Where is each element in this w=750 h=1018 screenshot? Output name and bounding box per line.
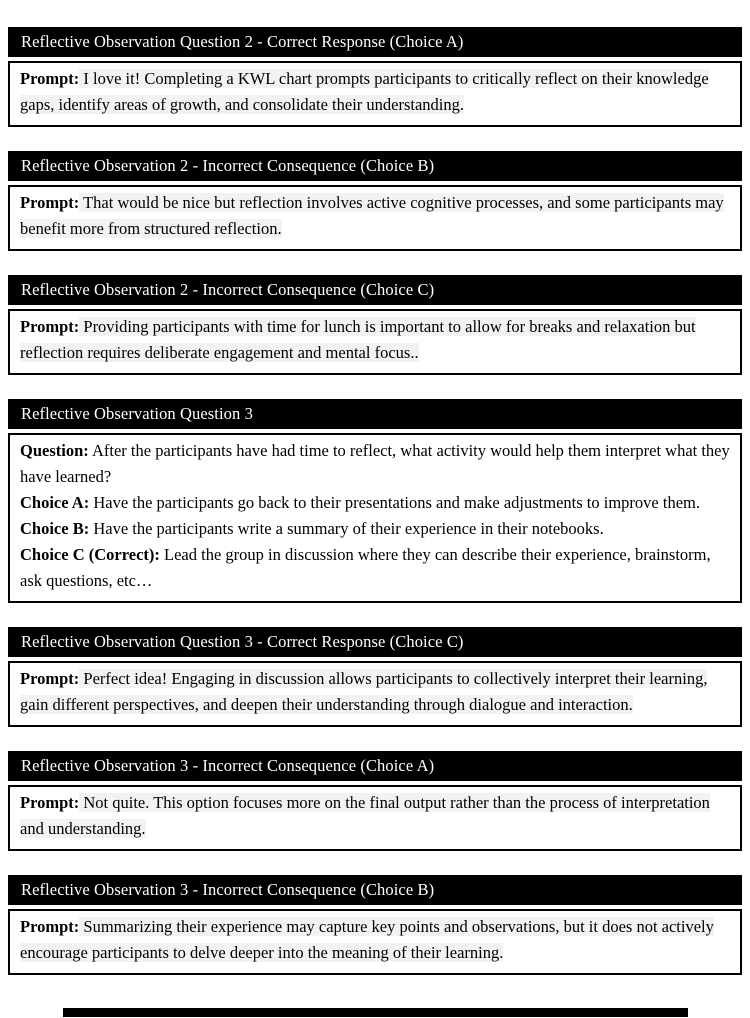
section-content-box — [8, 309, 742, 375]
section-header-bar — [8, 275, 742, 305]
body-line-label: Prompt: — [20, 193, 80, 212]
body-line-text: Have the participants write a summary of their experience in their notebooks. — [89, 519, 604, 538]
section-header-text: Reflective Observation 2 - Incorrect Consequence (Choice B) — [21, 156, 435, 175]
body-line-text: Have the participants go back to their presentations and make adjustments to improve them. — [89, 493, 700, 512]
body-line-text: After the participants have had time to reflect, what activity would help them interpret what they have learned? — [20, 441, 730, 486]
body-line-label: Prompt: — [20, 793, 80, 812]
section-header-text: Reflective Observation 3 - Incorrect Consequence (Choice A) — [21, 756, 435, 775]
qa-section — [8, 399, 742, 603]
body-line — [20, 314, 730, 366]
body-line — [20, 666, 730, 718]
qa-section — [8, 751, 742, 851]
body-line-label: Choice B: — [20, 519, 90, 538]
section-content-box — [8, 185, 742, 251]
qa-section — [8, 627, 742, 727]
body-line-text: Summarizing their experience may capture key points and observations, but it does not actively encourage participants to delve deeper into the meaning of their learning. — [20, 917, 714, 962]
body-line-label: Prompt: — [20, 669, 80, 688]
body-line-label: Choice C (Correct): — [20, 545, 160, 564]
body-line — [20, 790, 730, 842]
body-line-label: Prompt: — [20, 317, 80, 336]
body-line-text: Not quite. This option focuses more on the final output rather than the process of interpretation and understanding. — [20, 793, 710, 838]
body-line — [20, 190, 730, 242]
body-line-text: Lead the group in discussion where they can describe their experience, brainstorm, ask questions, etc… — [20, 545, 711, 590]
section-content-box — [8, 909, 742, 975]
qa-section — [8, 151, 742, 251]
section-header-bar — [8, 151, 742, 181]
body-line-label: Prompt: — [20, 917, 80, 936]
section-content-box — [8, 433, 742, 603]
qa-section — [8, 275, 742, 375]
body-line-text: Perfect idea! Engaging in discussion allows participants to collectively interpret their learning, gain different perspectives, and deepen their understanding through dialogue and interaction. — [20, 669, 708, 714]
body-line — [20, 542, 730, 594]
body-line — [20, 66, 730, 118]
qa-section — [8, 875, 742, 975]
section-header-text: Reflective Observation Question 2 - Correct Response (Choice A) — [21, 32, 464, 51]
body-line — [20, 914, 730, 966]
body-line-text: That would be nice but reflection involves active cognitive processes, and some participants may benefit more from structured reflection. — [20, 193, 724, 238]
qa-section — [8, 27, 742, 127]
section-content-box — [8, 785, 742, 851]
section-header-text: Reflective Observation Question 3 - Correct Response (Choice C) — [21, 632, 464, 651]
body-line — [20, 516, 730, 542]
body-line-label: Question: — [20, 441, 89, 460]
body-line — [20, 490, 730, 516]
body-line — [20, 438, 730, 490]
partial-next-section-header-bar — [63, 1008, 688, 1017]
section-content-box — [8, 61, 742, 127]
section-header-bar — [8, 27, 742, 57]
section-header-bar — [8, 627, 742, 657]
body-line-label: Choice A: — [20, 493, 90, 512]
section-header-text: Reflective Observation Question 3 — [21, 404, 253, 423]
section-content-box — [8, 661, 742, 727]
section-header-bar — [8, 751, 742, 781]
body-line-label: Prompt: — [20, 69, 80, 88]
section-header-bar — [8, 875, 742, 905]
section-header-text: Reflective Observation 3 - Incorrect Consequence (Choice B) — [21, 880, 435, 899]
section-header-bar — [8, 399, 742, 429]
section-header-text: Reflective Observation 2 - Incorrect Consequence (Choice C) — [21, 280, 435, 299]
body-line-text: Providing participants with time for lunch is important to allow for breaks and relaxation but reflection requires deliberate engagement and mental focus.. — [20, 317, 696, 362]
body-line-text: I love it! Completing a KWL chart prompts participants to critically reflect on their knowledge gaps, identify areas of growth, and consolidate their understanding. — [20, 69, 709, 114]
